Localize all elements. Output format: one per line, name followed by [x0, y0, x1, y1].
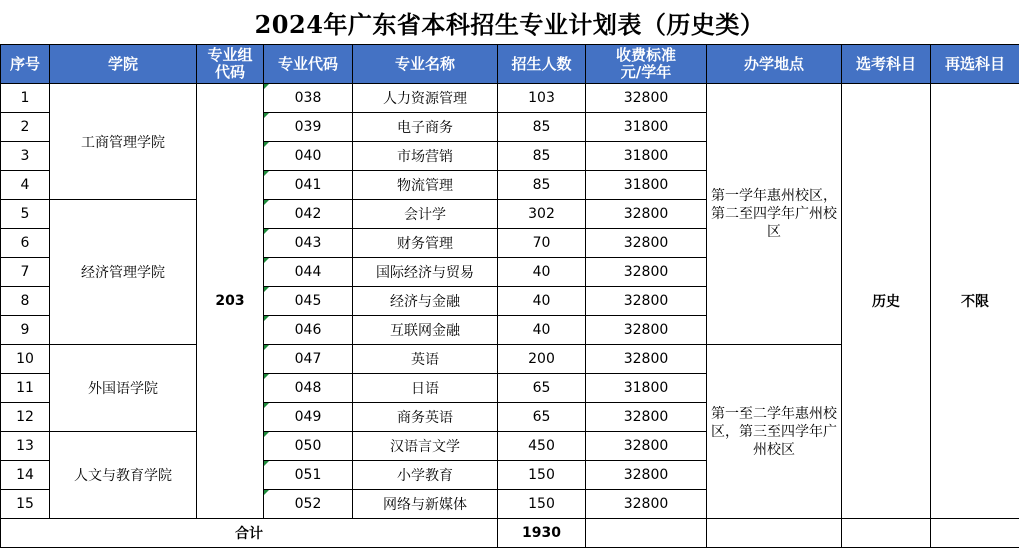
seq-cell: 9 — [1, 316, 50, 345]
header-college: 学院 — [50, 45, 197, 84]
header-group-code-line1: 专业组 — [197, 47, 263, 64]
header-row — [1, 45, 1019, 84]
seq-cell: 8 — [1, 287, 50, 316]
total-count: 1930 — [498, 519, 586, 548]
college-cell: 经济管理学院 — [50, 200, 197, 345]
enroll-count-cell: 450 — [498, 432, 586, 461]
major-code-cell: 045 — [264, 287, 353, 316]
total-empty-reselect — [931, 519, 1019, 548]
major-code-cell: 049 — [264, 403, 353, 432]
major-name-cell: 小学教育 — [353, 461, 498, 490]
header-fee-line1: 收费标准 — [586, 47, 706, 64]
fee-cell: 32800 — [586, 432, 707, 461]
header-fee-line2: 元/学年 — [586, 64, 706, 81]
fee-cell: 31800 — [586, 142, 707, 171]
seq-cell: 12 — [1, 403, 50, 432]
total-empty-required — [842, 519, 931, 548]
enroll-count-cell: 40 — [498, 316, 586, 345]
fee-cell: 32800 — [586, 461, 707, 490]
enroll-count-cell: 40 — [498, 258, 586, 287]
enroll-count-cell: 200 — [498, 345, 586, 374]
college-cell: 人文与教育学院 — [50, 432, 197, 519]
major-code-cell: 038 — [264, 84, 353, 113]
enroll-count-cell: 40 — [498, 287, 586, 316]
major-name-cell: 市场营销 — [353, 142, 498, 171]
major-code-cell: 039 — [264, 113, 353, 142]
major-name-cell: 商务英语 — [353, 403, 498, 432]
major-code-cell: 051 — [264, 461, 353, 490]
fee-cell: 31800 — [586, 171, 707, 200]
total-empty-location — [707, 519, 842, 548]
major-name-cell: 电子商务 — [353, 113, 498, 142]
location-cell: 第一学年惠州校区，第二至四学年广州校区 — [707, 84, 842, 345]
major-code-cell: 042 — [264, 200, 353, 229]
seq-cell: 11 — [1, 374, 50, 403]
major-name-cell: 英语 — [353, 345, 498, 374]
major-code-cell: 046 — [264, 316, 353, 345]
major-code-cell: 048 — [264, 374, 353, 403]
major-code-cell: 043 — [264, 229, 353, 258]
enroll-count-cell: 150 — [498, 461, 586, 490]
enroll-count-cell: 85 — [498, 171, 586, 200]
total-row — [1, 519, 1019, 548]
seq-cell: 13 — [1, 432, 50, 461]
seq-cell: 5 — [1, 200, 50, 229]
major-name-cell: 会计学 — [353, 200, 498, 229]
major-name-cell: 经济与金融 — [353, 287, 498, 316]
major-code-cell: 041 — [264, 171, 353, 200]
fee-cell: 32800 — [586, 229, 707, 258]
total-label: 合计 — [1, 519, 498, 548]
fee-cell: 32800 — [586, 490, 707, 519]
seq-cell: 14 — [1, 461, 50, 490]
major-name-cell: 人力资源管理 — [353, 84, 498, 113]
fee-cell: 31800 — [586, 374, 707, 403]
enroll-count-cell: 103 — [498, 84, 586, 113]
page-title: 2024年广东省本科招生专业计划表（历史类） — [0, 0, 1019, 44]
enroll-count-cell: 70 — [498, 229, 586, 258]
college-cell: 外国语学院 — [50, 345, 197, 432]
seq-cell: 2 — [1, 113, 50, 142]
major-name-cell: 互联网金融 — [353, 316, 498, 345]
fee-cell: 31800 — [586, 113, 707, 142]
fee-cell: 32800 — [586, 345, 707, 374]
fee-cell: 32800 — [586, 316, 707, 345]
major-code-cell: 050 — [264, 432, 353, 461]
major-code-cell: 044 — [264, 258, 353, 287]
seq-cell: 3 — [1, 142, 50, 171]
major-code-cell: 040 — [264, 142, 353, 171]
seq-cell: 1 — [1, 84, 50, 113]
header-enroll-count: 招生人数 — [498, 45, 586, 84]
header-required-subject: 选考科目 — [842, 45, 931, 84]
required-subject-cell: 历史 — [842, 84, 931, 519]
header-major-name: 专业名称 — [353, 45, 498, 84]
seq-cell: 15 — [1, 490, 50, 519]
seq-cell: 6 — [1, 229, 50, 258]
fee-cell: 32800 — [586, 258, 707, 287]
total-empty-fee — [586, 519, 707, 548]
seq-cell: 7 — [1, 258, 50, 287]
location-cell: 第一至二学年惠州校区，第三至四学年广州校区 — [707, 345, 842, 519]
group-code-cell: 203 — [197, 84, 264, 519]
fee-cell: 32800 — [586, 200, 707, 229]
enroll-count-cell: 150 — [498, 490, 586, 519]
major-name-cell: 财务管理 — [353, 229, 498, 258]
major-code-cell: 047 — [264, 345, 353, 374]
major-name-cell: 汉语言文学 — [353, 432, 498, 461]
header-major-code: 专业代码 — [264, 45, 353, 84]
header-group-code-line2: 代码 — [197, 64, 263, 81]
enroll-count-cell: 65 — [498, 374, 586, 403]
seq-cell: 10 — [1, 345, 50, 374]
header-re-select-subject: 再选科目 — [931, 45, 1019, 84]
enroll-count-cell: 302 — [498, 200, 586, 229]
header-group-code — [197, 45, 264, 84]
header-fee — [586, 45, 707, 84]
major-code-cell: 052 — [264, 490, 353, 519]
college-cell: 工商管理学院 — [50, 84, 197, 200]
seq-cell: 4 — [1, 171, 50, 200]
enroll-count-cell: 85 — [498, 113, 586, 142]
major-name-cell: 国际经济与贸易 — [353, 258, 498, 287]
major-name-cell: 网络与新媒体 — [353, 490, 498, 519]
table-row — [1, 84, 1019, 113]
fee-cell: 32800 — [586, 84, 707, 113]
fee-cell: 32800 — [586, 403, 707, 432]
fee-cell: 32800 — [586, 287, 707, 316]
header-location: 办学地点 — [707, 45, 842, 84]
re-select-subject-cell: 不限 — [931, 84, 1019, 519]
major-name-cell: 物流管理 — [353, 171, 498, 200]
enroll-count-cell: 85 — [498, 142, 586, 171]
enrollment-plan-table — [0, 44, 1019, 548]
major-name-cell: 日语 — [353, 374, 498, 403]
header-seq: 序号 — [1, 45, 50, 84]
enroll-count-cell: 65 — [498, 403, 586, 432]
